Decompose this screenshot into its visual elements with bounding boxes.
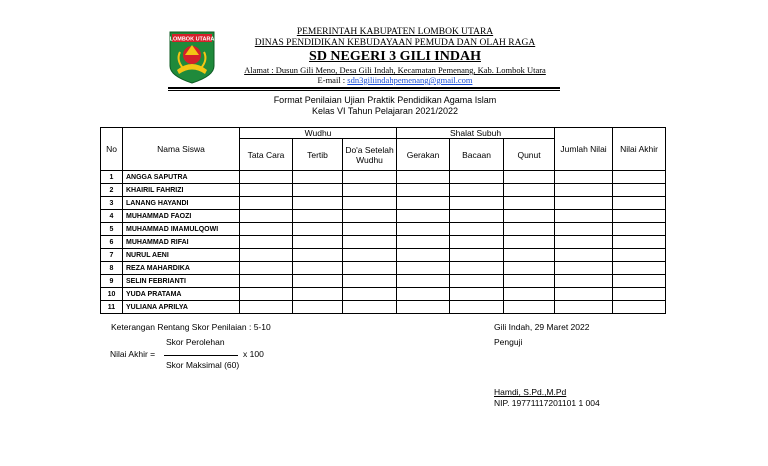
formula-fraction-line [164,355,238,356]
row-number: 5 [101,223,123,236]
score-cell [613,197,666,210]
score-cell [240,223,293,236]
score-cell [343,171,397,184]
score-cell [293,236,343,249]
score-cell [555,210,613,223]
score-cell [504,262,555,275]
table-row [101,184,666,197]
score-cell [240,171,293,184]
score-cell [504,184,555,197]
student-name: LANANG HAYANDI [123,197,240,210]
score-cell [397,197,450,210]
score-cell [397,171,450,184]
score-cell [555,223,613,236]
student-name: REZA MAHARDIKA [123,262,240,275]
score-cell [450,262,504,275]
score-cell [450,301,504,314]
score-cell [240,236,293,249]
score-cell [397,262,450,275]
logo-text: LOMBOK UTARA [169,36,215,43]
score-cell [504,197,555,210]
score-cell [293,249,343,262]
score-cell [240,197,293,210]
score-cell [343,262,397,275]
score-cell [613,223,666,236]
email-label: E-mail : [317,75,348,85]
student-name: SELIN FEBRIANTI [123,275,240,288]
formula-multiplier: x 100 [243,349,264,359]
score-cell [397,275,450,288]
score-cell [613,288,666,301]
score-cell [293,275,343,288]
score-cell [240,288,293,301]
col-header-tertib: Tertib [293,139,343,171]
col-header-nilai: Nilai Akhir [613,128,666,171]
student-name: YUDA PRATAMA [123,288,240,301]
score-cell [240,301,293,314]
score-cell [397,236,450,249]
score-cell [504,275,555,288]
score-cell [555,275,613,288]
table-row [101,262,666,275]
row-number: 10 [101,288,123,301]
score-cell [555,288,613,301]
score-cell [504,223,555,236]
col-header-no: No [101,128,123,171]
row-number: 4 [101,210,123,223]
score-cell [613,249,666,262]
table-row [101,249,666,262]
score-cell [397,210,450,223]
score-cell [555,249,613,262]
table-row [101,288,666,301]
score-cell [555,236,613,249]
col-header-tata-cara: Tata Cara [240,139,293,171]
score-cell [343,236,397,249]
group-header-wudhu: Wudhu [240,128,397,139]
col-header-gerakan: Gerakan [397,139,450,171]
col-header-name: Nama Siswa [123,128,240,171]
score-cell [613,275,666,288]
score-cell [240,275,293,288]
score-cell [397,184,450,197]
score-cell [613,171,666,184]
score-cell [613,236,666,249]
score-cell [240,249,293,262]
student-name: YULIANA APRILYA [123,301,240,314]
score-cell [343,275,397,288]
row-number: 9 [101,275,123,288]
email-line [230,75,560,85]
score-cell [450,197,504,210]
examiner-nip: NIP. 19771117201101 1 004 [494,398,600,408]
place-date: Gili Indah, 29 Maret 2022 [494,322,590,332]
score-cell [293,301,343,314]
score-cell [450,223,504,236]
col-header-doa: Do'a Setelah Wudhu [343,139,397,171]
score-cell [555,171,613,184]
score-cell [450,288,504,301]
student-name: MUHAMMAD FAOZI [123,210,240,223]
table-row [101,197,666,210]
score-cell [450,171,504,184]
examiner-name: Hamdi, S.Pd.,M.Pd [494,387,567,397]
score-cell [504,288,555,301]
score-cell [555,262,613,275]
assessment-table [100,127,666,314]
score-cell [555,184,613,197]
score-range-note: Keterangan Rentang Skor Penilaian : 5-10 [111,322,271,332]
score-cell [450,184,504,197]
col-header-qunut: Qunut [504,139,555,171]
table-row [101,301,666,314]
format-title: Format Penilaian Ujian Praktik Pendidikan Agama Islam [273,95,497,105]
score-cell [450,236,504,249]
score-cell [613,210,666,223]
score-cell [293,223,343,236]
row-number: 2 [101,184,123,197]
table-row [101,210,666,223]
col-header-bacaan: Bacaan [450,139,504,171]
table-row [101,275,666,288]
student-rows [101,171,666,314]
score-cell [293,288,343,301]
header-rule-thick [168,87,560,89]
row-number: 8 [101,262,123,275]
score-cell [613,184,666,197]
email-link[interactable]: sdn3giliindahpemenang@gmail.com [347,75,473,85]
table-row [101,171,666,184]
formula-numerator: Skor Perolehan [166,337,225,347]
score-cell [504,301,555,314]
school-name: SD NEGERI 3 GILI INDAH [309,49,481,64]
score-cell [504,236,555,249]
examiner-role: Penguji [494,337,523,347]
table-row [101,223,666,236]
header-department: DINAS PENDIDIKAN KEBUDAYAAN PEMUDA DAN OLAH RAGA [254,38,536,48]
score-cell [450,210,504,223]
score-cell [343,288,397,301]
table-row [101,236,666,249]
score-cell [397,288,450,301]
formula-label: Nilai Akhir = [110,349,156,359]
score-cell [504,210,555,223]
student-name: MUHAMMAD IMAMULQOWI [123,223,240,236]
score-cell [293,171,343,184]
regency-logo [167,30,217,84]
score-cell [397,223,450,236]
score-cell [397,249,450,262]
score-cell [240,184,293,197]
score-cell [343,184,397,197]
score-cell [293,197,343,210]
header-rule-thin [168,90,560,91]
score-cell [343,197,397,210]
row-number: 3 [101,197,123,210]
score-cell [293,262,343,275]
score-cell [343,223,397,236]
score-cell [555,301,613,314]
score-cell [504,249,555,262]
student-name: MUHAMMAD RIFAI [123,236,240,249]
student-name: ANGGA SAPUTRA [123,171,240,184]
score-cell [397,301,450,314]
score-cell [450,275,504,288]
row-number: 1 [101,171,123,184]
score-cell [240,210,293,223]
score-cell [450,249,504,262]
student-name: KHAIRIL FAHRIZI [123,184,240,197]
group-header-shalat: Shalat Subuh [397,128,555,139]
score-cell [343,210,397,223]
score-cell [555,197,613,210]
student-name: NURUL AENI [123,249,240,262]
row-number: 7 [101,249,123,262]
row-number: 6 [101,236,123,249]
score-cell [613,301,666,314]
school-address: Alamat : Dusun Gili Meno, Desa Gili Indah, Kecamatan Pemenang, Kab. Lombok Utara [244,65,546,75]
score-cell [504,171,555,184]
score-cell [613,262,666,275]
col-header-jumlah: Jumlah Nilai [555,128,613,171]
score-cell [343,249,397,262]
header-government: PEMERINTAH KABUPATEN LOMBOK UTARA [296,27,494,37]
formula-denominator: Skor Maksimal (60) [166,360,240,370]
score-cell [240,262,293,275]
score-cell [343,301,397,314]
row-number: 11 [101,301,123,314]
score-cell [293,184,343,197]
score-cell [293,210,343,223]
format-subtitle: Kelas VI Tahun Pelajaran 2021/2022 [312,106,458,116]
